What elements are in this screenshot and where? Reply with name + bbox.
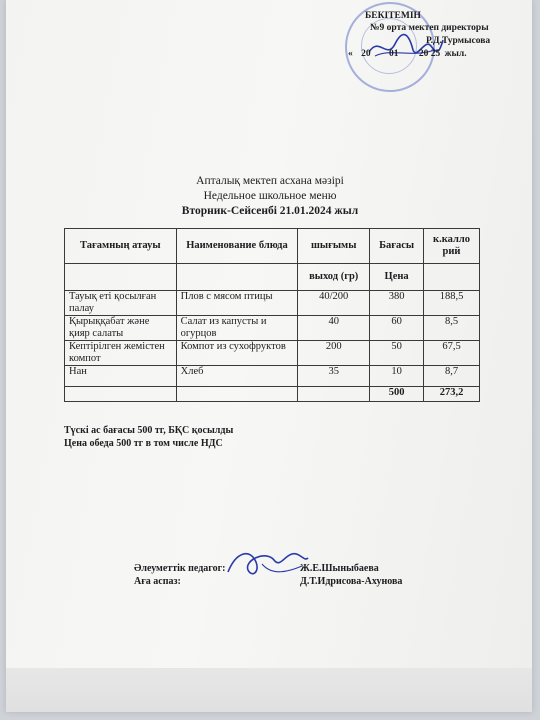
date-month: 01 — [389, 49, 399, 59]
dish-kcal: 67,5 — [424, 341, 480, 366]
total-empty — [65, 387, 177, 402]
date-day: 20 — [361, 49, 371, 59]
dish-name-ru: Хлеб — [176, 366, 298, 387]
dish-kcal: 8,7 — [424, 366, 480, 387]
total-empty — [298, 387, 370, 402]
head-cook-label: Аға аспаз: — [134, 576, 181, 587]
date-open-quote: « — [348, 49, 353, 59]
header-name-ru: Наименование блюда — [176, 229, 298, 264]
social-pedagogue-label: Әлеуметтік педагог: — [134, 563, 226, 574]
subheader-price: Цена — [370, 264, 424, 291]
dish-price: 10 — [370, 366, 424, 387]
social-pedagogue-name: Ж.Е.Шыныбаева — [300, 563, 379, 574]
subheader-cell — [424, 264, 480, 291]
dish-name-ru: Компот из сухофруктов — [176, 341, 298, 366]
menu-date: Вторник-Сейсенбі 21.01.2024 жыл — [181, 205, 359, 217]
social-pedagogue-signature — [222, 542, 310, 586]
table-subheader-row — [65, 264, 480, 291]
approval-director: №9 орта мектеп директоры — [370, 23, 489, 33]
total-kcal: 273,2 — [424, 387, 480, 402]
dish-name-kz: Тауық еті қосылған палау — [65, 291, 177, 316]
table-row — [65, 366, 480, 387]
date-suffix: жыл. — [444, 49, 467, 59]
approval-director-name: Р.Д.Турмысова — [426, 36, 491, 46]
dish-yield: 40/200 — [298, 291, 370, 316]
dish-price: 50 — [370, 341, 424, 366]
table-header-row — [65, 229, 480, 264]
subheader-yield: выход (гр) — [298, 264, 370, 291]
price-note-kz: Түскі ас бағасы 500 тг, БҚС қосылды — [64, 425, 234, 436]
dish-price: 380 — [370, 291, 424, 316]
date-century: 20 — [418, 49, 429, 59]
dish-name-kz: Қырыққабат және қияр салаты — [65, 316, 177, 341]
total-empty — [176, 387, 298, 402]
page-fold — [6, 668, 532, 712]
dish-name-kz: Нан — [65, 366, 177, 387]
dish-name-ru: Плов с мясом птицы — [176, 291, 298, 316]
menu-table — [64, 228, 480, 402]
table-row — [65, 316, 480, 341]
dish-name-ru: Салат из капусты и огурцов — [176, 316, 298, 341]
dish-price: 60 — [370, 316, 424, 341]
subheader-cell — [65, 264, 177, 291]
approval-title: БЕКІТЕМІН — [365, 11, 421, 21]
head-cook-name: Д.Т.Идрисова-Ахунова — [300, 576, 403, 587]
header-kcal: к.калло рий — [424, 229, 480, 264]
approval-date — [348, 48, 467, 61]
menu-title-kz: Апталық мектеп асхана мәзірі — [196, 175, 344, 187]
menu-title-ru: Недельное школьное меню — [203, 190, 337, 202]
header-name-kz: Тағамның атауы — [65, 229, 177, 264]
date-year: 25 — [430, 49, 441, 59]
header-price: Бағасы — [370, 229, 424, 264]
dish-yield: 40 — [298, 316, 370, 341]
table-row — [65, 291, 480, 316]
table-row — [65, 341, 480, 366]
total-price: 500 — [370, 387, 424, 402]
dish-kcal: 188,5 — [424, 291, 480, 316]
table-total-row — [65, 387, 480, 402]
dish-yield: 200 — [298, 341, 370, 366]
dish-name-kz: Кептірілген жемістен компот — [65, 341, 177, 366]
header-yield: шығымы — [298, 229, 370, 264]
subheader-cell — [176, 264, 298, 291]
dish-yield: 35 — [298, 366, 370, 387]
dish-kcal: 8,5 — [424, 316, 480, 341]
price-note-ru: Цена обеда 500 тг в том числе НДС — [64, 438, 223, 449]
